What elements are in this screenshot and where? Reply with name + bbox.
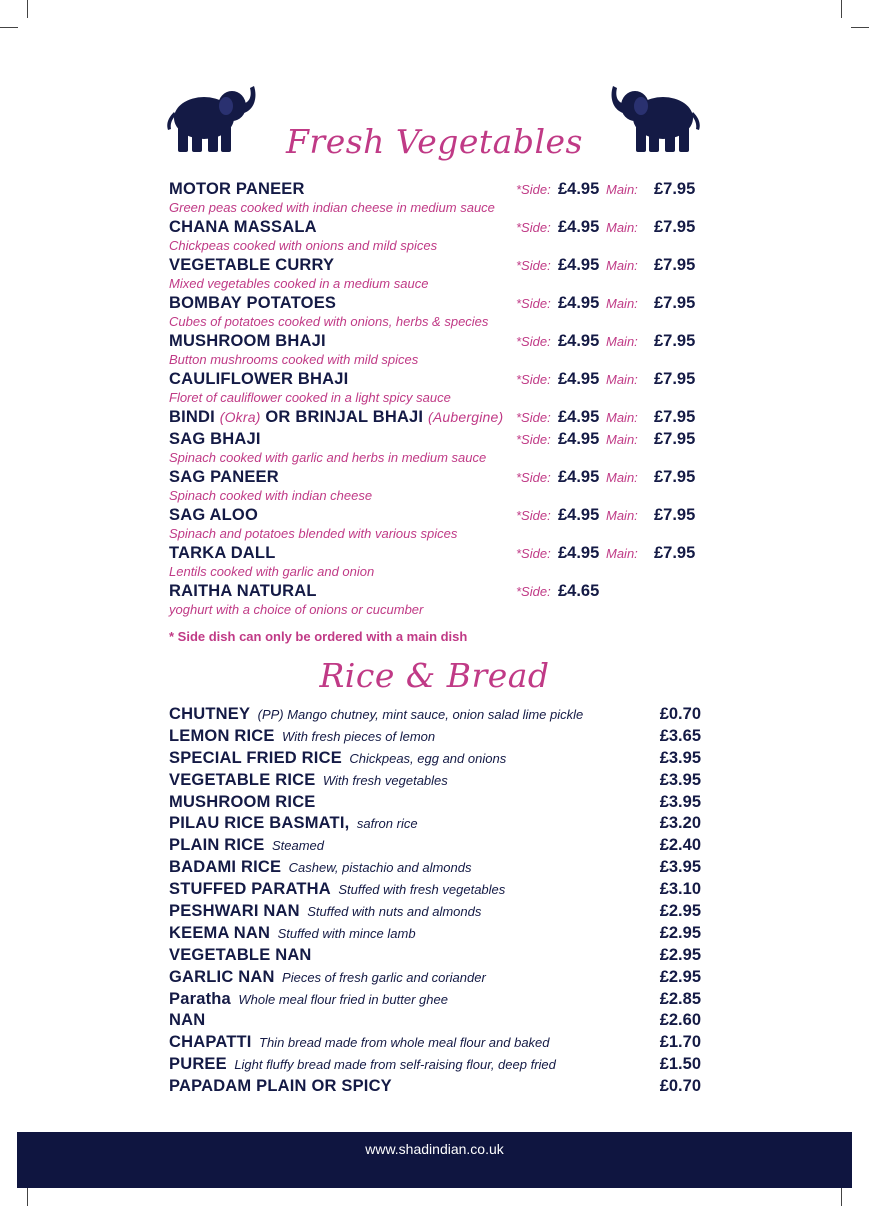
side-price: £4.95 xyxy=(558,218,600,236)
dish-price: £2.95 xyxy=(659,902,701,921)
menu-item-row xyxy=(169,966,701,988)
side-price-label: *Side: xyxy=(516,258,551,273)
dish-price: £2.40 xyxy=(659,836,701,855)
dish-price: £3.65 xyxy=(659,726,701,745)
dish-description: Stuffed with fresh vegetables xyxy=(338,882,506,898)
dish-description: safron rice xyxy=(356,816,418,832)
price-group xyxy=(516,543,695,563)
main-price-label: Main: xyxy=(606,410,638,425)
main-price-label: Main: xyxy=(606,372,638,387)
menu-item-row xyxy=(169,812,701,834)
dish-description: Stuffed with nuts and almonds xyxy=(307,904,482,920)
dish-name-text: TARKA DALL xyxy=(169,544,276,562)
menu-item-row xyxy=(169,703,701,725)
menu-item-row xyxy=(169,922,701,944)
menu-item-row xyxy=(169,878,701,900)
side-price-label: *Side: xyxy=(516,296,551,311)
veg-section-title: Fresh Vegetables xyxy=(286,122,583,161)
side-price: £4.95 xyxy=(558,468,600,486)
main-price: £7.95 xyxy=(654,370,696,388)
dish-name-text: RAITHA NATURAL xyxy=(169,582,317,600)
crop-mark xyxy=(0,27,18,28)
menu-item xyxy=(169,467,709,505)
main-price-label: Main: xyxy=(606,334,638,349)
dish-name-text: SAG PANEER xyxy=(169,468,279,486)
main-price-label: Main: xyxy=(606,470,638,485)
dish-description: Floret of cauliflower cooked in a light spicy sauce xyxy=(169,390,451,405)
price-group xyxy=(516,331,695,351)
main-price: £7.95 xyxy=(654,294,696,312)
dish-name-text: MUSHROOM BHAJI xyxy=(169,332,326,350)
dish-description: With fresh pieces of lemon xyxy=(282,728,436,744)
dish-name: KEEMA NAN xyxy=(169,923,271,942)
dish-price: £0.70 xyxy=(659,705,701,723)
dish-name: VEGETABLE NAN xyxy=(169,945,312,964)
rice-menu-list xyxy=(169,703,701,1097)
main-price: £7.95 xyxy=(654,180,696,198)
menu-item xyxy=(169,331,709,369)
dish-name: VEGETABLE RICE xyxy=(169,770,316,789)
dish-price: £2.95 xyxy=(659,967,701,986)
price-group xyxy=(516,369,695,389)
menu-item-row xyxy=(169,791,701,813)
menu-item-row xyxy=(169,255,709,275)
dish-description: With fresh vegetables xyxy=(322,772,448,788)
menu-item-row xyxy=(169,429,709,449)
menu-item-row xyxy=(169,505,709,525)
price-group xyxy=(516,429,695,449)
dish-name: LEMON RICE xyxy=(169,726,275,745)
dish-description: Light fluffy bread made from self-raising flour, deep fried xyxy=(234,1057,556,1073)
main-price-label: Main: xyxy=(606,182,638,197)
dish-name: GARLIC NAN xyxy=(169,967,275,986)
main-price-label: Main: xyxy=(606,296,638,311)
main-price: £7.95 xyxy=(654,506,696,524)
side-price: £4.95 xyxy=(558,544,600,562)
dish-description: Chickpeas cooked with onions and mild spices xyxy=(169,238,438,253)
side-price: £4.95 xyxy=(558,256,600,274)
main-price: £7.95 xyxy=(654,332,696,350)
dish-price: £3.95 xyxy=(659,748,701,767)
menu-item-row xyxy=(169,856,701,878)
menu-item xyxy=(169,407,709,429)
dish-description: Whole meal flour fried in butter ghee xyxy=(238,991,448,1007)
dish-name-text: MOTOR PANEER xyxy=(169,180,305,198)
price-group xyxy=(516,505,695,525)
dish-description: Green peas cooked with indian cheese in medium sauce xyxy=(169,200,495,215)
menu-item-row xyxy=(169,988,701,1010)
side-price-label: *Side: xyxy=(516,508,551,523)
dish-price: £3.95 xyxy=(659,858,701,877)
side-price-label: *Side: xyxy=(516,432,551,447)
main-price-label: Main: xyxy=(606,546,638,561)
dish-name: PLAIN RICE xyxy=(169,836,265,855)
main-price-label: Main: xyxy=(606,432,638,447)
dish-name-text-2: OR BRINJAL BHAJI xyxy=(265,408,424,426)
menu-item xyxy=(169,293,709,331)
dish-description: Spinach cooked with indian cheese xyxy=(169,488,373,503)
side-price: £4.65 xyxy=(558,582,600,600)
menu-item-row xyxy=(169,581,709,601)
dish-description: (PP) Mango chutney, mint sauce, onion salad lime pickle xyxy=(257,707,584,722)
side-price: £4.95 xyxy=(558,506,600,524)
rice-section-title: Rice & Bread xyxy=(319,656,550,695)
menu-item-row xyxy=(169,407,709,429)
menu-item-row xyxy=(169,834,701,856)
menu-item-row xyxy=(169,1053,701,1075)
main-price: £7.95 xyxy=(654,218,696,236)
dish-name: STUFFED PARATHA xyxy=(169,880,331,899)
menu-item xyxy=(169,369,709,407)
dish-name-note: (Okra) xyxy=(219,409,261,425)
menu-item-row xyxy=(169,1009,701,1031)
menu-item-row xyxy=(169,467,709,487)
dish-description: Mixed vegetables cooked in a medium sauce xyxy=(169,276,429,291)
dish-name: SPECIAL FRIED RICE xyxy=(169,748,342,767)
dish-name-text: BINDI xyxy=(169,408,215,426)
price-group xyxy=(516,179,695,199)
side-price-label: *Side: xyxy=(516,546,551,561)
dish-name: PILAU RICE BASMATI, xyxy=(169,814,350,833)
crop-mark xyxy=(27,1188,28,1206)
dish-description: Stuffed with mince lamb xyxy=(277,925,416,941)
menu-item xyxy=(169,505,709,543)
main-price: £7.95 xyxy=(654,468,696,486)
dish-name-text: VEGETABLE CURRY xyxy=(169,256,335,274)
menu-item-row xyxy=(169,747,701,769)
side-price: £4.95 xyxy=(558,408,600,426)
menu-item-row xyxy=(169,543,709,563)
dish-description: Chickpeas, egg and onions xyxy=(349,750,507,766)
menu-item-row xyxy=(169,900,701,922)
side-price-label: *Side: xyxy=(516,334,551,349)
menu-item-row xyxy=(169,725,701,747)
footer-bar xyxy=(17,1132,852,1188)
dish-price: £3.10 xyxy=(659,880,701,899)
menu-item xyxy=(169,429,709,467)
dish-price: £3.95 xyxy=(659,792,701,811)
dish-description: Spinach and potatoes blended with various spices xyxy=(169,526,458,541)
dish-name-text: SAG BHAJI xyxy=(169,430,261,448)
crop-mark xyxy=(841,1188,842,1206)
main-price-label: Main: xyxy=(606,220,638,235)
dish-price: £2.85 xyxy=(659,989,701,1008)
menu-item xyxy=(169,179,709,217)
dish-price: £1.50 xyxy=(659,1055,701,1074)
main-price-label: Main: xyxy=(606,508,638,523)
side-price-label: *Side: xyxy=(516,182,551,197)
side-price-label: *Side: xyxy=(516,584,551,599)
side-price: £4.95 xyxy=(558,180,600,198)
price-group xyxy=(516,255,695,275)
dish-name-text: CAULIFLOWER BHAJI xyxy=(169,370,349,388)
side-price: £4.95 xyxy=(558,294,600,312)
dish-description: Spinach cooked with garlic and herbs in medium sauce xyxy=(169,450,487,465)
side-price-label: *Side: xyxy=(516,372,551,387)
price-group xyxy=(516,581,606,601)
menu-item-row xyxy=(169,944,701,966)
dish-description: Pieces of fresh garlic and coriander xyxy=(282,969,486,985)
menu-item-row xyxy=(169,293,709,313)
menu-item-row xyxy=(169,369,709,389)
dish-description: Cashew, pistachio and almonds xyxy=(288,860,472,876)
menu-item xyxy=(169,543,709,581)
crop-mark xyxy=(841,0,842,18)
crop-mark xyxy=(851,27,869,28)
main-price-label: Main: xyxy=(606,258,638,273)
menu-item-row xyxy=(169,217,709,237)
dish-name: MUSHROOM RICE xyxy=(169,792,316,811)
website-url[interactable]: www.shadindian.co.uk xyxy=(365,1141,504,1157)
price-group xyxy=(516,407,695,427)
main-price: £7.95 xyxy=(654,430,696,448)
main-price: £7.95 xyxy=(654,256,696,274)
price-group xyxy=(516,217,695,237)
dish-description: Steamed xyxy=(271,838,325,854)
price-group xyxy=(516,467,695,487)
dish-name: PUREE xyxy=(169,1055,227,1074)
dish-name: CHAPATTI xyxy=(169,1033,252,1052)
dish-description: Lentils cooked with garlic and onion xyxy=(169,564,375,579)
menu-item xyxy=(169,255,709,293)
crop-mark xyxy=(27,0,28,18)
dish-name: CHUTNEY xyxy=(169,705,251,723)
dish-name xyxy=(169,581,709,601)
dish-price: £3.20 xyxy=(659,814,701,833)
menu-item-row xyxy=(169,331,709,351)
dish-price: £2.95 xyxy=(659,945,701,964)
side-price-label: *Side: xyxy=(516,470,551,485)
dish-price: £3.95 xyxy=(659,770,701,789)
side-price-label: *Side: xyxy=(516,220,551,235)
menu-item xyxy=(169,217,709,255)
side-price: £4.95 xyxy=(558,370,600,388)
side-price-label: *Side: xyxy=(516,410,551,425)
menu-item-row xyxy=(169,769,701,791)
dish-name-note: (Aubergine) xyxy=(428,409,504,425)
main-price: £7.95 xyxy=(654,544,696,562)
menu-item xyxy=(169,581,709,619)
dish-name: BADAMI RICE xyxy=(169,858,282,877)
side-price: £4.95 xyxy=(558,332,600,350)
dish-name: PESHWARI NAN xyxy=(169,902,300,921)
dish-name-text: CHANA MASSALA xyxy=(169,218,317,236)
dish-description: yoghurt with a choice of onions or cucumber xyxy=(169,602,424,617)
dish-price: £2.95 xyxy=(659,923,701,942)
dish-description: Thin bread made from whole meal flour and baked xyxy=(259,1035,550,1051)
dish-name: PAPADAM PLAIN OR SPICY xyxy=(169,1077,392,1096)
dish-price: £2.60 xyxy=(659,1011,701,1030)
price-group xyxy=(516,293,695,313)
dish-description: Cubes of potatoes cooked with onions, herbs & species xyxy=(169,314,489,329)
side-dish-note: * Side dish can only be ordered with a main dish xyxy=(169,629,468,644)
dish-description: Button mushrooms cooked with mild spices xyxy=(169,352,419,367)
main-price: £7.95 xyxy=(654,408,696,426)
dish-name: Paratha xyxy=(169,989,231,1008)
dish-name-text: SAG ALOO xyxy=(169,506,258,524)
dish-name-text: BOMBAY POTATOES xyxy=(169,294,337,312)
dish-price: £1.70 xyxy=(659,1033,701,1052)
dish-name: NAN xyxy=(169,1011,206,1030)
dish-price: £0.70 xyxy=(659,1077,701,1096)
veg-menu-list xyxy=(169,179,709,619)
menu-item-row xyxy=(169,1031,701,1053)
menu-item-row xyxy=(169,1075,701,1097)
menu-item-row xyxy=(169,179,709,199)
side-price: £4.95 xyxy=(558,430,600,448)
